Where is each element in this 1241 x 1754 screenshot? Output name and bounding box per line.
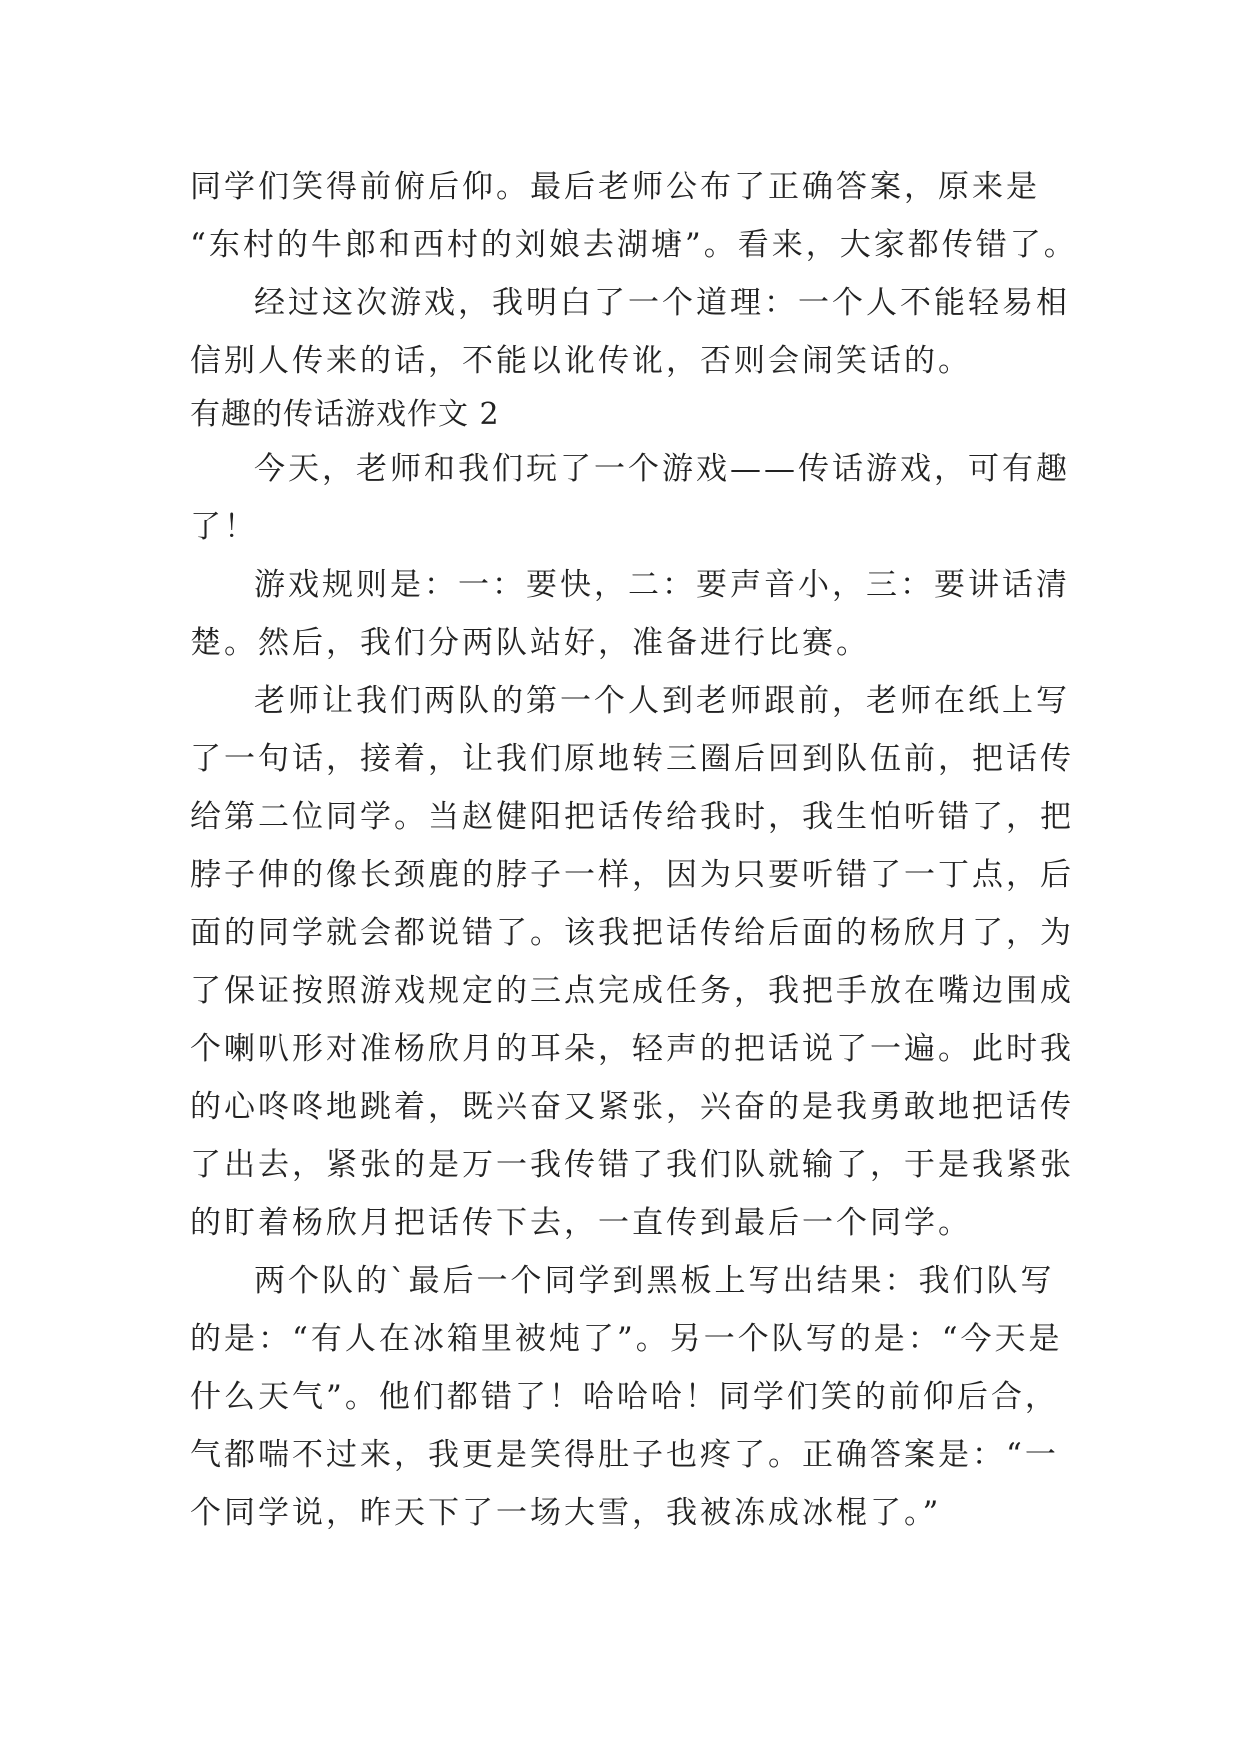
text-line: 了保证按照游戏规定的三点完成任务，我把手放在嘴边围成 <box>190 973 1074 1009</box>
text-line: 了一句话，接着，让我们原地转三圈后回到队伍前，把话传 <box>190 741 1074 777</box>
text-line: 脖子伸的像长颈鹿的脖子一样，因为只要听错了一丁点，后 <box>190 857 1074 893</box>
text-line: 的是：“有人在冰箱里被炖了”。另一个队写的是：“今天是 <box>190 1321 1063 1357</box>
text-line: 楚。然后，我们分两队站好，准备进行比赛。 <box>190 625 870 661</box>
text-line: 同学们笑得前俯后仰。最后老师公布了正确答案，原来是 <box>190 169 1040 205</box>
text-line: 了！ <box>190 509 258 545</box>
section-heading: 有趣的传话游戏作文 2 <box>190 397 500 432</box>
text-line: 了出去，紧张的是万一我传错了我们队就输了，于是我紧张 <box>190 1147 1074 1183</box>
text-line: 个喇叭形对准杨欣月的耳朵，轻声的把话说了一遍。此时我 <box>190 1031 1074 1067</box>
text-line: 的盯着杨欣月把话传下去，一直传到最后一个同学。 <box>190 1205 972 1241</box>
text-line: 什么天气”。他们都错了！哈哈哈！同学们笑的前仰后合， <box>190 1379 1059 1415</box>
text-line: “东村的牛郎和西村的刘娘去湖塘”。看来，大家都传错了。 <box>190 227 1078 263</box>
paragraph-start: 今天，老师和我们玩了一个游戏——传话游戏，可有趣 <box>254 451 1070 487</box>
paragraph-start: 游戏规则是：一：要快，二：要声音小，三：要讲话清 <box>254 567 1070 603</box>
text-line: 气都喘不过来，我更是笑得肚子也疼了。正确答案是：“一 <box>190 1437 1059 1473</box>
text-line: 个同学说，昨天下了一场大雪，我被冻成冰棍了。” <box>190 1495 942 1531</box>
text-line: 的心咚咚地跳着，既兴奋又紧张，兴奋的是我勇敢地把话传 <box>190 1089 1074 1125</box>
text-line: 面的同学就会都说错了。该我把话传给后面的杨欣月了，为 <box>190 915 1074 951</box>
paragraph-start: 经过这次游戏，我明白了一个道理：一个人不能轻易相 <box>254 285 1070 321</box>
paragraph-start: 两个队的`最后一个同学到黑板上写出结果：我们队写 <box>254 1263 1055 1299</box>
text-line: 信别人传来的话，不能以讹传讹，否则会闹笑话的。 <box>190 343 972 379</box>
text-line: 给第二位同学。当赵健阳把话传给我时，我生怕听错了，把 <box>190 799 1074 835</box>
paragraph-start: 老师让我们两队的第一个人到老师跟前，老师在纸上写 <box>254 683 1070 719</box>
document-body <box>190 158 1078 1542</box>
